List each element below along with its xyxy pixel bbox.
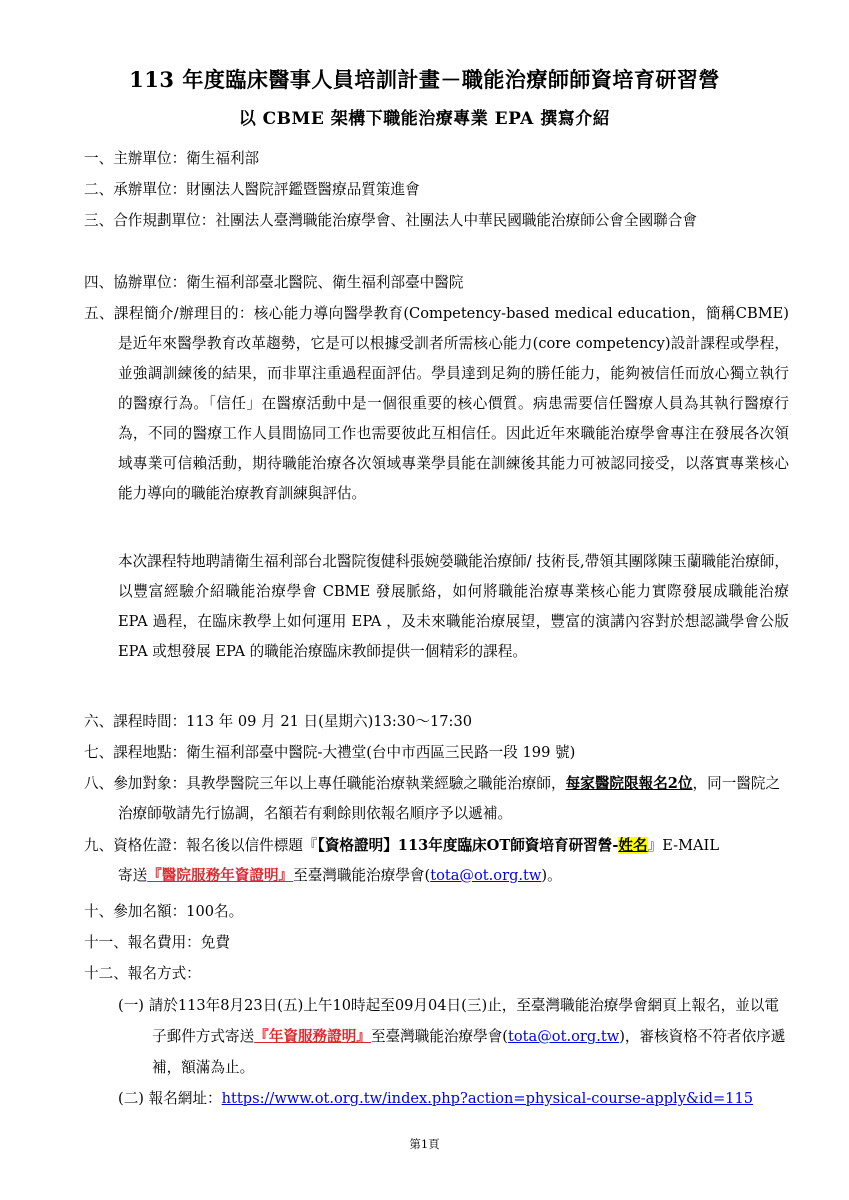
section-text: 社團法人臺灣職能治療學會、社團法人中華民國職能治療師公會全國聯合會 xyxy=(215,212,697,229)
section-course-time xyxy=(84,707,789,737)
section-partners xyxy=(84,206,789,236)
page-number: 第1頁 xyxy=(409,1137,440,1151)
section-text: 報名後以信件標題『 xyxy=(186,837,318,854)
section-co-organizers xyxy=(84,268,789,298)
section-text: 113 年 09 月 21 日(星期六)13:30～17:30 xyxy=(186,713,473,730)
section-course-intro xyxy=(84,299,789,509)
section-fee xyxy=(84,928,789,958)
section-label: 五、課程簡介/辦理目的： xyxy=(84,305,254,322)
section-label: 二、承辦單位： xyxy=(84,181,187,198)
document-title: 113 年度臨床醫事人員培訓計畫－職能治療師師資培育研習營 xyxy=(129,67,720,92)
section-registration xyxy=(84,959,789,989)
section-eligibility xyxy=(84,769,789,829)
registration-step-2 xyxy=(118,1083,788,1114)
email-subject: 【資格證明】113年度臨床OT師資培育研習營- xyxy=(317,837,619,854)
section-text: )。 xyxy=(541,867,562,884)
section-course-intro-paragraph-2 xyxy=(84,547,789,667)
quota-notice: 每家醫院限報名2位 xyxy=(565,775,693,792)
section-label: 四、協辦單位： xyxy=(84,274,187,291)
section-label: 七、課程地點： xyxy=(84,744,187,761)
section-label: 九、資格佐證： xyxy=(84,837,187,854)
section-text: 具教學醫院三年以上專任職能治療執業經驗之職能治療師， xyxy=(186,775,566,792)
section-text: 』E-MAIL xyxy=(647,837,720,854)
step-label: (一) xyxy=(118,997,149,1014)
section-label: 十、參加名額： xyxy=(84,903,187,920)
section-text: 核心能力導向醫學教育(Competency-based medical education，簡稱CBME)是近年來醫學教育改革趨勢，它是可以根據受訓者所需核心能力(core competency)設計課程或學程，並強調訓練後的結果，而非單注重過程面評估。學員達到足夠的勝任能力，能夠被信任而放心獨立執行的醫療行為。「信任」在醫療活動中是一個很重要的核心價質。病患需要信任醫療人員為其執行醫療行為，不同的醫療工作人員間協同工作也需要彼此互相信任。因此近年來職能治療學會專注在發展各次領域專業可信賴活動，期待職能治療各次領域專業學員能在訓練後其能力可被認同接受，以落實專業核心能力導向的職能治療教育訓練與評估。 xyxy=(118,305,789,502)
step-text: )，審核資格不符者依序遞補，額滿為止。 xyxy=(152,1028,786,1076)
service-certificate: 『年資服務證明』 xyxy=(254,1028,371,1045)
section-label: 一、主辦單位： xyxy=(84,150,187,167)
section-label: 十一、報名費用： xyxy=(84,934,201,951)
section-contractor xyxy=(84,175,789,205)
section-text: 免費 xyxy=(200,934,230,951)
section-course-location xyxy=(84,738,789,768)
section-organizer xyxy=(84,144,789,174)
section-quota xyxy=(84,897,789,927)
section-qualification-proof xyxy=(84,831,789,891)
document-subtitle: 以 CBME 架構下職能治療專業 EPA 撰寫介紹 xyxy=(238,109,611,129)
section-text: 財團法人醫院評鑑暨醫療品質策進會 xyxy=(186,181,420,198)
section-text: 衛生福利部臺中醫院-大禮堂(台中市西區三民路一段 199 號) xyxy=(186,744,576,761)
registration-url-link[interactable]: https://www.ot.org.tw/index.php?action=physical-course-apply&id=115 xyxy=(221,1090,754,1107)
section-label: 六、課程時間： xyxy=(84,713,187,730)
seniority-certificate: 『醫院服務年資證明』 xyxy=(147,867,294,884)
section-text: 至臺灣職能治療學會( xyxy=(293,867,431,884)
step-text: 請於113年8月23日(五)上午10時起至09月04日(三)止，至臺灣職能治療學會網頁上報名，並以電子郵件方式寄送 xyxy=(148,997,780,1045)
section-text: 本次課程特地聘請衛生福利部台北醫院復健科張婉嫈職能治療師/ 技術長,帶領其團隊陳玉蘭職能治療師，以豐富經驗介紹職能治療學會 CBME 發展脈絡，如何將職能治療專業核心能力實際發展成職能治療 EPA 過程，在臨床教學上如何運用 EPA ，及未來職能治療展望，豐富的演講內容對於想認識學會公版 EPA 或想發展 EPA 的職能治療臨床教師提供一個精彩的課程。 xyxy=(118,553,789,660)
section-text: 衛生福利部 xyxy=(186,150,260,167)
section-text: ，同一醫院之治療師敬請先行協調，名額若有剩餘則依報名順序予以遞補。 xyxy=(118,775,781,822)
contact-email-link[interactable]: tota@ot.org.tw xyxy=(430,867,542,884)
section-label: 八、參加對象： xyxy=(84,775,187,792)
email-subject-name: 姓名 xyxy=(618,837,648,854)
registration-email-link[interactable]: tota@ot.org.tw xyxy=(507,1028,620,1045)
step-text: 報名網址： xyxy=(148,1090,222,1107)
section-text: 100名。 xyxy=(186,903,244,920)
section-text: 衛生福利部臺北醫院、衛生福利部臺中醫院 xyxy=(186,274,464,291)
step-label: (二) xyxy=(118,1090,149,1107)
section-text: 寄送 xyxy=(118,867,148,884)
section-label: 三、合作規劃單位： xyxy=(84,212,216,229)
section-label: 十二、報名方式： xyxy=(84,965,201,982)
step-text: 至臺灣職能治療學會( xyxy=(370,1028,508,1045)
registration-step-1 xyxy=(118,990,788,1083)
